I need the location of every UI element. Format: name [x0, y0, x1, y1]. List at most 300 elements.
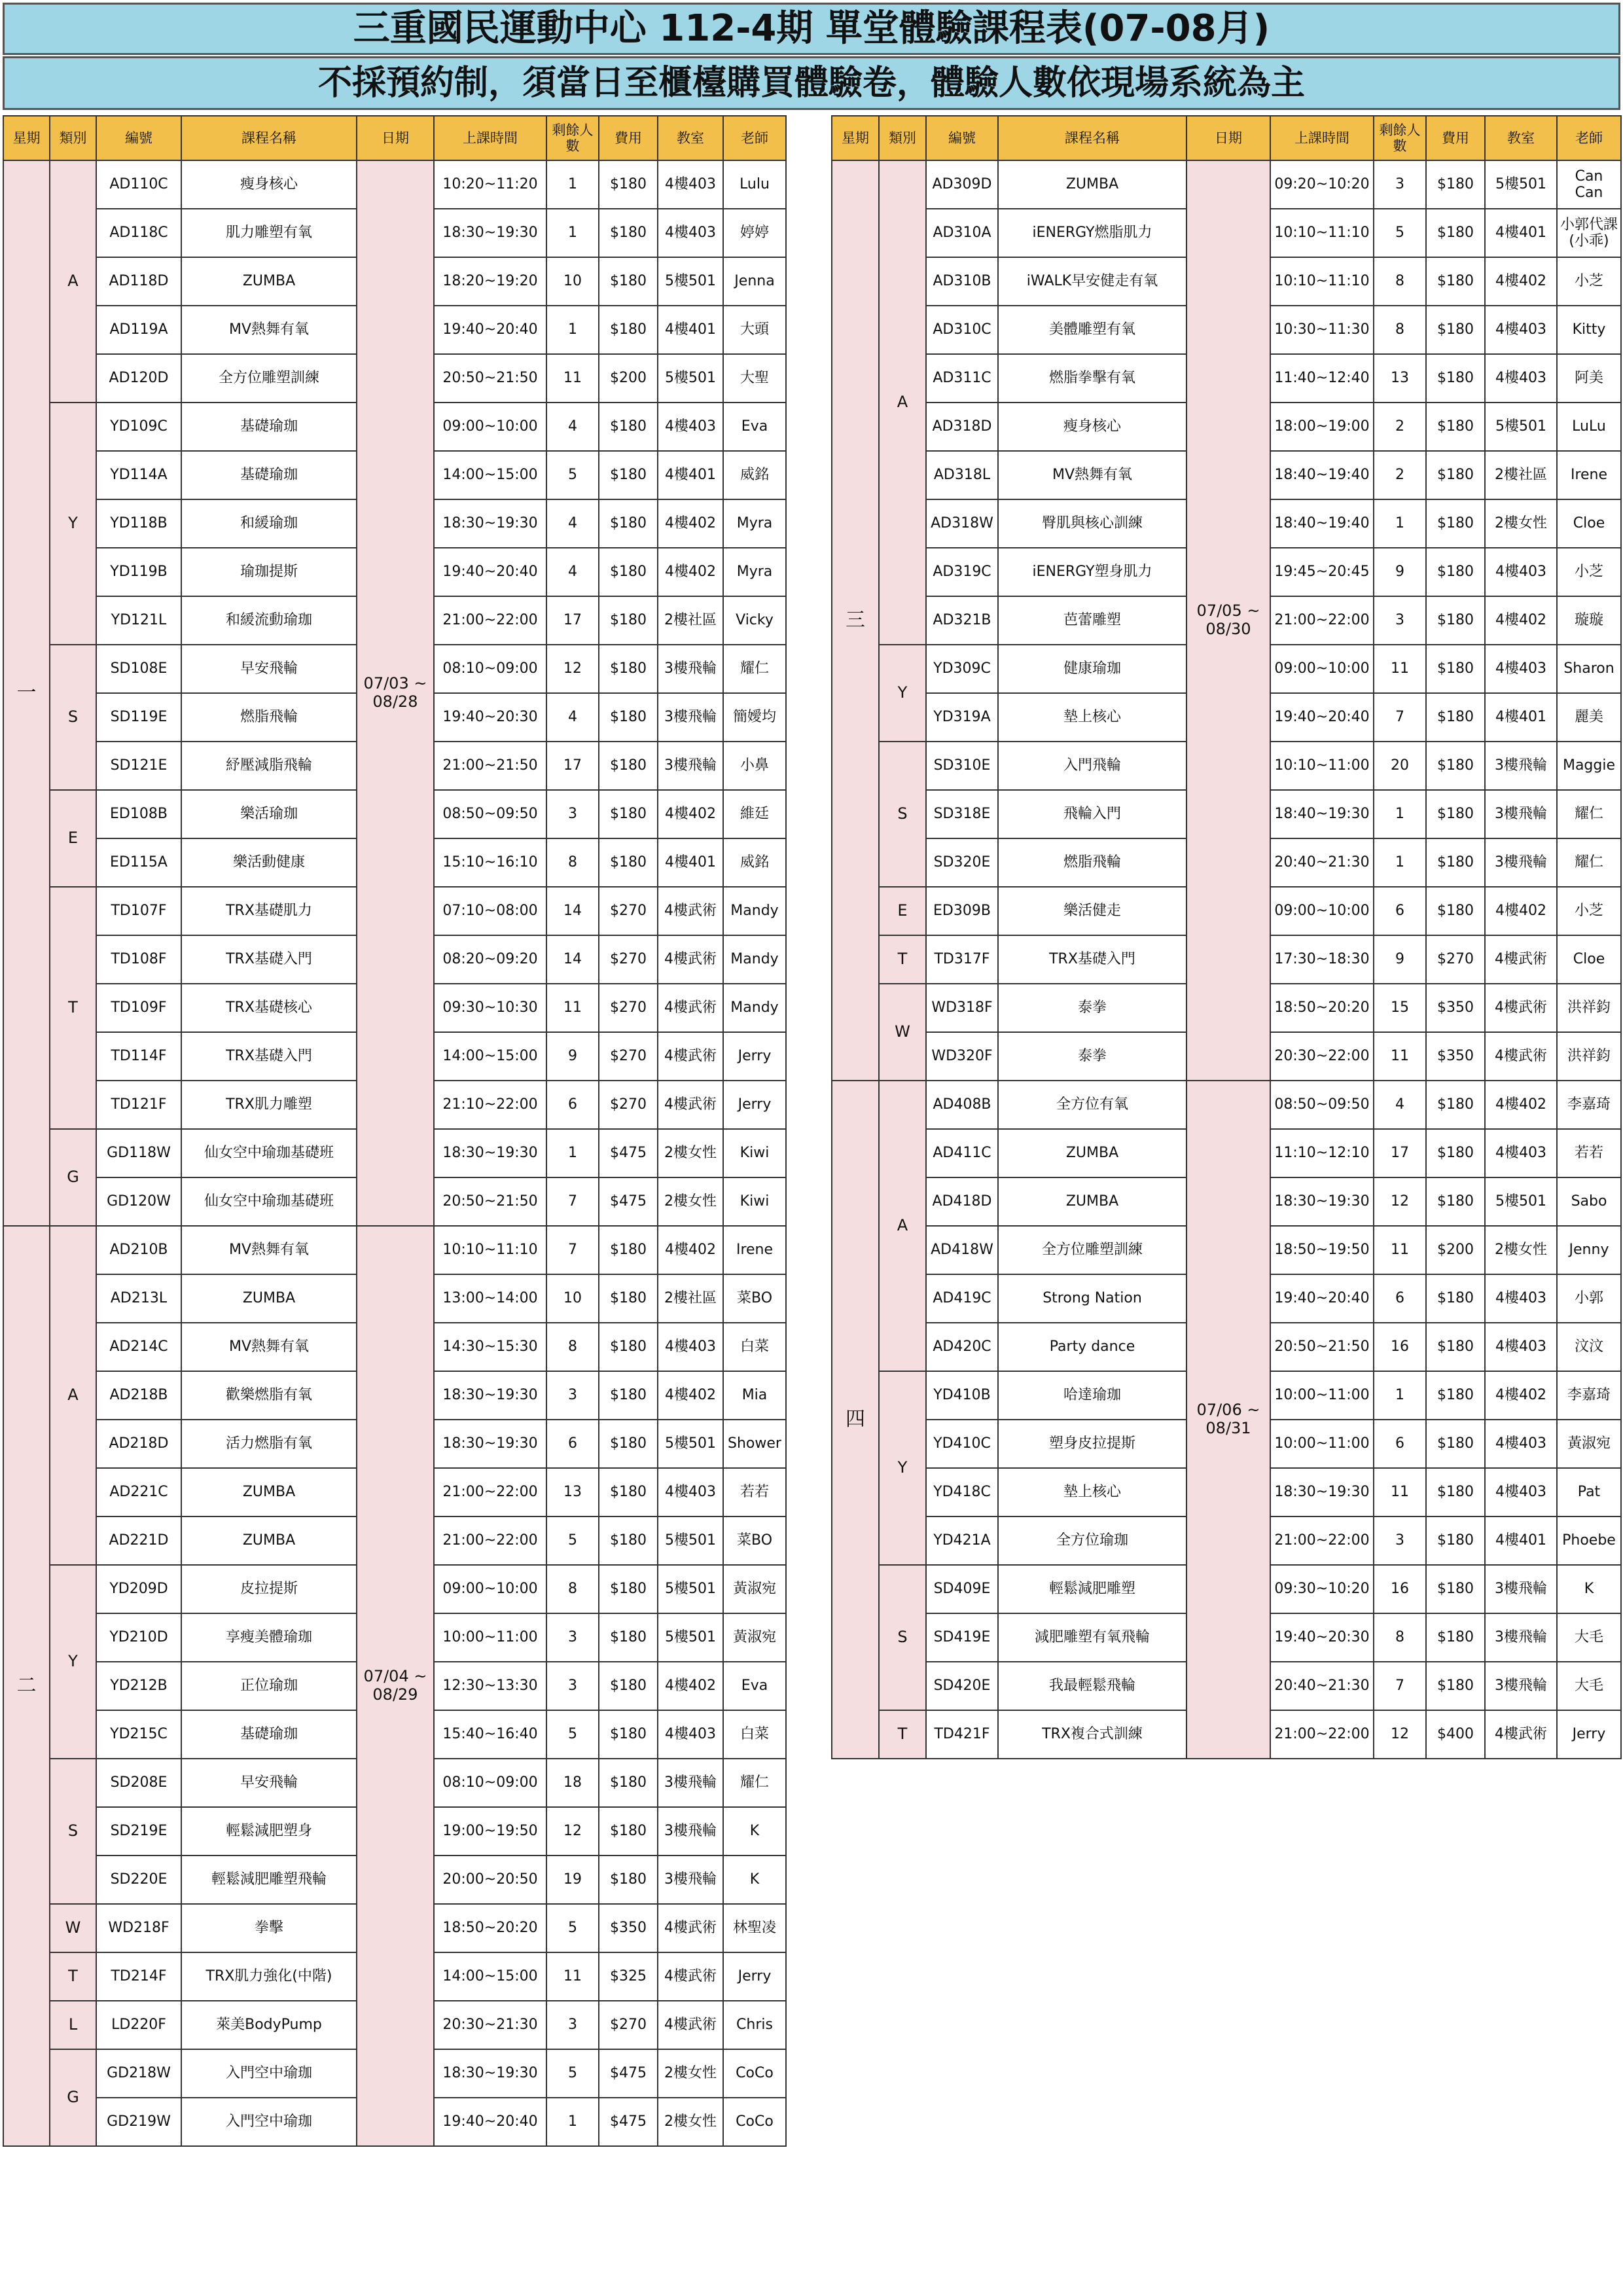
classroom: 3樓飛輪: [658, 1807, 723, 1856]
fee: $475: [599, 1177, 658, 1226]
classroom: 3樓飛輪: [1485, 1613, 1557, 1662]
course-name: 燃脂拳擊有氧: [998, 354, 1186, 403]
class-time: 19:40~20:40: [434, 306, 546, 354]
classroom: 4樓401: [658, 838, 723, 887]
remaining-seats: 2: [1374, 451, 1426, 499]
course-code: TD317F: [926, 935, 998, 984]
teacher: Mandy: [723, 935, 786, 984]
fee: $180: [599, 838, 658, 887]
remaining-seats: 3: [546, 1613, 599, 1662]
fee: $180: [1426, 1081, 1485, 1129]
classroom: 2樓女性: [658, 2098, 723, 2146]
class-time: 18:30~19:30: [434, 1371, 546, 1420]
category-cell: S: [879, 742, 926, 887]
course-code: LD220F: [96, 2001, 181, 2049]
remaining-seats: 6: [546, 1081, 599, 1129]
category-cell: A: [50, 160, 96, 403]
class-time: 20:50~21:50: [434, 1177, 546, 1226]
fee: $180: [599, 1516, 658, 1565]
course-code: YD210D: [96, 1613, 181, 1662]
classroom: 2樓社區: [658, 596, 723, 645]
fee: $180: [1426, 403, 1485, 451]
course-name: 萊美BodyPump: [181, 2001, 357, 2049]
class-time: 20:00~20:50: [434, 1856, 546, 1904]
remaining-seats: 4: [546, 693, 599, 742]
fee: $180: [599, 306, 658, 354]
column-header: 費用: [599, 116, 658, 160]
remaining-seats: 3: [546, 1371, 599, 1420]
remaining-seats: 11: [546, 1952, 599, 2001]
teacher: Mandy: [723, 984, 786, 1032]
fee: $180: [1426, 160, 1485, 209]
classroom: 4樓403: [1485, 1323, 1557, 1371]
fee: $180: [1426, 1323, 1485, 1371]
teacher: K: [1557, 1565, 1621, 1613]
classroom: 3樓飛輪: [1485, 1662, 1557, 1710]
course-name: 輕鬆減肥塑身: [181, 1807, 357, 1856]
course-code: GD118W: [96, 1129, 181, 1177]
teacher: 小芝: [1557, 548, 1621, 596]
class-time: 09:20~10:20: [1270, 160, 1374, 209]
fee: $350: [1426, 984, 1485, 1032]
course-name: 輕鬆減肥雕塑飛輪: [181, 1856, 357, 1904]
class-time: 19:45~20:45: [1270, 548, 1374, 596]
class-time: 10:30~11:30: [1270, 306, 1374, 354]
course-name: 和緩瑜珈: [181, 499, 357, 548]
fee: $180: [1426, 1516, 1485, 1565]
classroom: 4樓403: [1485, 1420, 1557, 1468]
course-code: AD411C: [926, 1129, 998, 1177]
teacher: Maggie: [1557, 742, 1621, 790]
classroom: 4樓403: [658, 1710, 723, 1759]
remaining-seats: 10: [546, 257, 599, 306]
column-header: 教室: [1485, 116, 1557, 160]
teacher: Lulu: [723, 160, 786, 209]
teacher: 大毛: [1557, 1662, 1621, 1710]
classroom: 4樓武術: [1485, 984, 1557, 1032]
classroom: 5樓501: [658, 1613, 723, 1662]
category-cell: L: [50, 2001, 96, 2049]
course-name: TRX基礎肌力: [181, 887, 357, 935]
teacher: 耀仁: [1557, 838, 1621, 887]
teacher: 維廷: [723, 790, 786, 838]
category-cell: W: [879, 984, 926, 1081]
teacher: Jerry: [723, 1032, 786, 1081]
course-code: SD119E: [96, 693, 181, 742]
classroom: 5樓501: [658, 1565, 723, 1613]
classroom: 4樓403: [1485, 548, 1557, 596]
column-header: 剩餘人數: [1374, 116, 1426, 160]
teacher: Pat: [1557, 1468, 1621, 1516]
remaining-seats: 9: [1374, 548, 1426, 596]
fee: $270: [599, 1032, 658, 1081]
classroom: 4樓402: [1485, 1081, 1557, 1129]
teacher: 林聖凌: [723, 1904, 786, 1952]
remaining-seats: 11: [1374, 1226, 1426, 1274]
course-code: GD120W: [96, 1177, 181, 1226]
fee: $475: [599, 2049, 658, 2098]
weekday-cell: 三: [832, 160, 879, 1081]
remaining-seats: 3: [1374, 1516, 1426, 1565]
fee: $180: [1426, 451, 1485, 499]
classroom: 4樓401: [1485, 1516, 1557, 1565]
classroom: 4樓402: [1485, 596, 1557, 645]
course-name: 早安飛輪: [181, 1759, 357, 1807]
teacher: 黃淑宛: [723, 1565, 786, 1613]
course-code: GD219W: [96, 2098, 181, 2146]
course-name: 樂活健走: [998, 887, 1186, 935]
course-code: YD118B: [96, 499, 181, 548]
fee: $270: [599, 887, 658, 935]
remaining-seats: 12: [546, 1807, 599, 1856]
classroom: 3樓飛輪: [1485, 742, 1557, 790]
page-title: 三重國民運動中心 112-4期 單堂體驗課程表(07-08月): [3, 3, 1620, 55]
classroom: 4樓401: [1485, 693, 1557, 742]
weekday-cell: 一: [3, 160, 50, 1226]
course-name: 歡樂燃脂有氧: [181, 1371, 357, 1420]
classroom: 5樓501: [658, 1420, 723, 1468]
remaining-seats: 1: [546, 306, 599, 354]
class-time: 21:00~21:50: [434, 742, 546, 790]
remaining-seats: 13: [1374, 354, 1426, 403]
class-time: 18:50~20:20: [1270, 984, 1374, 1032]
course-code: YD114A: [96, 451, 181, 499]
course-name: MV熱舞有氧: [998, 451, 1186, 499]
teacher: 麗美: [1557, 693, 1621, 742]
teacher: Kiwi: [723, 1177, 786, 1226]
course-name: TRX複合式訓練: [998, 1710, 1186, 1759]
schedule-table-right: [831, 115, 1622, 1759]
classroom: 4樓武術: [658, 1952, 723, 2001]
class-time: 08:20~09:20: [434, 935, 546, 984]
course-name: TRX肌力強化(中階): [181, 1952, 357, 2001]
class-time: 09:00~10:00: [1270, 645, 1374, 693]
class-time: 19:40~20:40: [434, 2098, 546, 2146]
classroom: 3樓飛輪: [658, 693, 723, 742]
class-time: 20:40~21:30: [1270, 1662, 1374, 1710]
fee: $180: [599, 1759, 658, 1807]
class-time: 10:10~11:00: [1270, 742, 1374, 790]
remaining-seats: 8: [1374, 306, 1426, 354]
teacher: K: [723, 1807, 786, 1856]
course-name: 燃脂飛輪: [181, 693, 357, 742]
fee: $270: [1426, 935, 1485, 984]
column-header: 日期: [357, 116, 434, 160]
classroom: 4樓403: [1485, 306, 1557, 354]
course-code: YD215C: [96, 1710, 181, 1759]
class-time: 18:40~19:40: [1270, 499, 1374, 548]
course-name: iWALK早安健走有氧: [998, 257, 1186, 306]
category-cell: Y: [50, 403, 96, 645]
course-name: 芭蕾雕塑: [998, 596, 1186, 645]
class-time: 10:00~11:00: [1270, 1371, 1374, 1420]
classroom: 5樓501: [1485, 1177, 1557, 1226]
classroom: 4樓403: [1485, 354, 1557, 403]
course-code: SD320E: [926, 838, 998, 887]
teacher: 威銘: [723, 838, 786, 887]
course-name: 輕鬆減肥雕塑: [998, 1565, 1186, 1613]
remaining-seats: 2: [1374, 403, 1426, 451]
fee: $180: [1426, 1662, 1485, 1710]
fee: $180: [1426, 1613, 1485, 1662]
classroom: 5樓501: [1485, 403, 1557, 451]
category-cell: T: [50, 1952, 96, 2001]
teacher: 白菜: [723, 1710, 786, 1759]
remaining-seats: 5: [546, 1904, 599, 1952]
class-time: 18:40~19:40: [1270, 451, 1374, 499]
column-header: 編號: [926, 116, 998, 160]
fee: $180: [1426, 645, 1485, 693]
teacher: 小郭: [1557, 1274, 1621, 1323]
course-name: 基礎瑜珈: [181, 1710, 357, 1759]
teacher: 菜BO: [723, 1274, 786, 1323]
course-name: ZUMBA: [998, 1129, 1186, 1177]
teacher: Mia: [723, 1371, 786, 1420]
fee: $180: [599, 1323, 658, 1371]
remaining-seats: 11: [1374, 1032, 1426, 1081]
course-code: AD310C: [926, 306, 998, 354]
remaining-seats: 3: [546, 2001, 599, 2049]
course-name: 我最輕鬆飛輪: [998, 1662, 1186, 1710]
course-code: AD418D: [926, 1177, 998, 1226]
course-name: ZUMBA: [998, 160, 1186, 209]
teacher: Kitty: [1557, 306, 1621, 354]
course-name: 墊上核心: [998, 1468, 1186, 1516]
course-code: TD108F: [96, 935, 181, 984]
teacher: CoCo: [723, 2049, 786, 2098]
fee: $180: [599, 1565, 658, 1613]
class-time: 14:00~15:00: [434, 451, 546, 499]
remaining-seats: 1: [546, 160, 599, 209]
fee: $475: [599, 2098, 658, 2146]
teacher: 李嘉琦: [1557, 1081, 1621, 1129]
teacher: 李嘉琦: [1557, 1371, 1621, 1420]
remaining-seats: 11: [546, 354, 599, 403]
course-name: 活力燃脂有氧: [181, 1420, 357, 1468]
course-code: AD419C: [926, 1274, 998, 1323]
fee: $180: [1426, 306, 1485, 354]
teacher: Jenna: [723, 257, 786, 306]
teacher: Can Can: [1557, 160, 1621, 209]
class-time: 10:20~11:20: [434, 160, 546, 209]
teacher: 洪祥鈞: [1557, 984, 1621, 1032]
course-name: 健康瑜珈: [998, 645, 1186, 693]
fee: $180: [599, 1274, 658, 1323]
course-name: 肌力雕塑有氧: [181, 209, 357, 257]
teacher: LuLu: [1557, 403, 1621, 451]
course-code: AD321B: [926, 596, 998, 645]
class-time: 18:20~19:20: [434, 257, 546, 306]
remaining-seats: 5: [546, 1516, 599, 1565]
course-name: TRX基礎入門: [181, 1032, 357, 1081]
teacher: Myra: [723, 548, 786, 596]
class-time: 19:40~20:40: [1270, 1274, 1374, 1323]
course-code: AD118D: [96, 257, 181, 306]
course-name: TRX基礎核心: [181, 984, 357, 1032]
fee: $180: [599, 403, 658, 451]
classroom: 4樓武術: [658, 1032, 723, 1081]
class-time: 21:00~22:00: [434, 596, 546, 645]
fee: $180: [599, 693, 658, 742]
classroom: 4樓402: [658, 790, 723, 838]
fee: $180: [599, 596, 658, 645]
fee: $180: [1426, 209, 1485, 257]
course-name: 哈達瑜珈: [998, 1371, 1186, 1420]
course-code: ED108B: [96, 790, 181, 838]
remaining-seats: 6: [1374, 1420, 1426, 1468]
remaining-seats: 4: [1374, 1081, 1426, 1129]
course-name: 全方位雕塑訓練: [181, 354, 357, 403]
classroom: 4樓武術: [1485, 1032, 1557, 1081]
classroom: 2樓女性: [658, 1129, 723, 1177]
course-name: MV熱舞有氧: [181, 306, 357, 354]
category-cell: Y: [879, 1371, 926, 1565]
remaining-seats: 8: [546, 838, 599, 887]
course-name: 和緩流動瑜珈: [181, 596, 357, 645]
fee: $180: [1426, 596, 1485, 645]
remaining-seats: 8: [1374, 1613, 1426, 1662]
fee: $180: [599, 209, 658, 257]
classroom: 4樓402: [658, 499, 723, 548]
teacher: 小芝: [1557, 887, 1621, 935]
teacher: 大頭: [723, 306, 786, 354]
course-code: SD220E: [96, 1856, 181, 1904]
remaining-seats: 18: [546, 1759, 599, 1807]
class-time: 09:00~10:00: [1270, 887, 1374, 935]
classroom: 4樓402: [1485, 1371, 1557, 1420]
course-code: AD309D: [926, 160, 998, 209]
course-name: 減肥雕塑有氧飛輪: [998, 1613, 1186, 1662]
teacher: Vicky: [723, 596, 786, 645]
remaining-seats: 6: [546, 1420, 599, 1468]
remaining-seats: 11: [1374, 1468, 1426, 1516]
remaining-seats: 1: [1374, 790, 1426, 838]
classroom: 4樓武術: [1485, 1710, 1557, 1759]
fee: $180: [1426, 742, 1485, 790]
teacher: Jenny: [1557, 1226, 1621, 1274]
course-code: AD214C: [96, 1323, 181, 1371]
course-code: YD212B: [96, 1662, 181, 1710]
course-code: WD218F: [96, 1904, 181, 1952]
classroom: 3樓飛輪: [658, 645, 723, 693]
fee: $350: [1426, 1032, 1485, 1081]
teacher: 大聖: [723, 354, 786, 403]
course-name: 瘦身核心: [998, 403, 1186, 451]
fee: $180: [599, 1710, 658, 1759]
class-time: 20:50~21:50: [1270, 1323, 1374, 1371]
category-cell: Y: [879, 645, 926, 742]
classroom: 2樓社區: [658, 1274, 723, 1323]
class-time: 10:00~11:00: [434, 1613, 546, 1662]
course-code: SD409E: [926, 1565, 998, 1613]
class-time: 09:00~10:00: [434, 403, 546, 451]
fee: $270: [599, 2001, 658, 2049]
classroom: 4樓403: [1485, 1468, 1557, 1516]
fee: $270: [599, 1081, 658, 1129]
teacher: 若若: [723, 1468, 786, 1516]
classroom: 4樓401: [1485, 209, 1557, 257]
course-name: 塑身皮拉提斯: [998, 1420, 1186, 1468]
class-time: 11:40~12:40: [1270, 354, 1374, 403]
remaining-seats: 3: [546, 1662, 599, 1710]
class-time: 10:10~11:10: [1270, 257, 1374, 306]
class-time: 09:30~10:30: [434, 984, 546, 1032]
teacher: Jerry: [723, 1081, 786, 1129]
remaining-seats: 5: [546, 1710, 599, 1759]
classroom: 4樓403: [658, 1468, 723, 1516]
fee: $180: [1426, 548, 1485, 596]
course-code: AD318D: [926, 403, 998, 451]
teacher: 洪祥鈞: [1557, 1032, 1621, 1081]
course-name: 美體雕塑有氧: [998, 306, 1186, 354]
course-code: YD418C: [926, 1468, 998, 1516]
class-time: 18:00~19:00: [1270, 403, 1374, 451]
classroom: 4樓402: [1485, 887, 1557, 935]
classroom: 2樓女性: [1485, 1226, 1557, 1274]
classroom: 4樓武術: [658, 1904, 723, 1952]
course-code: YD319A: [926, 693, 998, 742]
date-range-cell: 07/06 ~ 08/31: [1186, 1081, 1270, 1759]
class-time: 19:40~20:30: [434, 693, 546, 742]
class-time: 10:10~11:10: [1270, 209, 1374, 257]
class-time: 19:40~20:40: [434, 548, 546, 596]
class-time: 11:10~12:10: [1270, 1129, 1374, 1177]
remaining-seats: 8: [546, 1323, 599, 1371]
course-code: AD210B: [96, 1226, 181, 1274]
category-cell: S: [879, 1565, 926, 1710]
column-header: 課程名稱: [181, 116, 357, 160]
class-time: 13:00~14:00: [434, 1274, 546, 1323]
course-code: YD421A: [926, 1516, 998, 1565]
teacher: 黃淑宛: [1557, 1420, 1621, 1468]
table-row: [832, 1081, 1621, 1129]
class-time: 18:30~19:30: [1270, 1177, 1374, 1226]
remaining-seats: 7: [546, 1177, 599, 1226]
remaining-seats: 3: [546, 790, 599, 838]
course-name: 基礎瑜珈: [181, 451, 357, 499]
classroom: 3樓飛輪: [1485, 790, 1557, 838]
teacher: 黃淑宛: [723, 1613, 786, 1662]
schedule-table-left: [3, 115, 787, 2147]
course-name: 正位瑜珈: [181, 1662, 357, 1710]
course-code: AD310B: [926, 257, 998, 306]
classroom: 4樓武術: [1485, 935, 1557, 984]
course-name: TRX基礎入門: [181, 935, 357, 984]
course-name: 入門飛輪: [998, 742, 1186, 790]
remaining-seats: 6: [1374, 1274, 1426, 1323]
course-code: SD121E: [96, 742, 181, 790]
course-code: TD121F: [96, 1081, 181, 1129]
teacher: Sharon: [1557, 645, 1621, 693]
classroom: 4樓402: [658, 1371, 723, 1420]
classroom: 5樓501: [1485, 160, 1557, 209]
fee: $180: [599, 1468, 658, 1516]
course-name: 仙女空中瑜珈基礎班: [181, 1129, 357, 1177]
remaining-seats: 8: [546, 1565, 599, 1613]
teacher: Jerry: [1557, 1710, 1621, 1759]
remaining-seats: 16: [1374, 1323, 1426, 1371]
remaining-seats: 20: [1374, 742, 1426, 790]
class-time: 21:00~22:00: [1270, 1516, 1374, 1565]
course-code: AD118C: [96, 209, 181, 257]
fee: $180: [599, 1613, 658, 1662]
table-row: [3, 160, 786, 209]
fee: $180: [1426, 790, 1485, 838]
teacher: Irene: [1557, 451, 1621, 499]
remaining-seats: 1: [546, 2098, 599, 2146]
teacher: Myra: [723, 499, 786, 548]
classroom: 4樓401: [658, 306, 723, 354]
